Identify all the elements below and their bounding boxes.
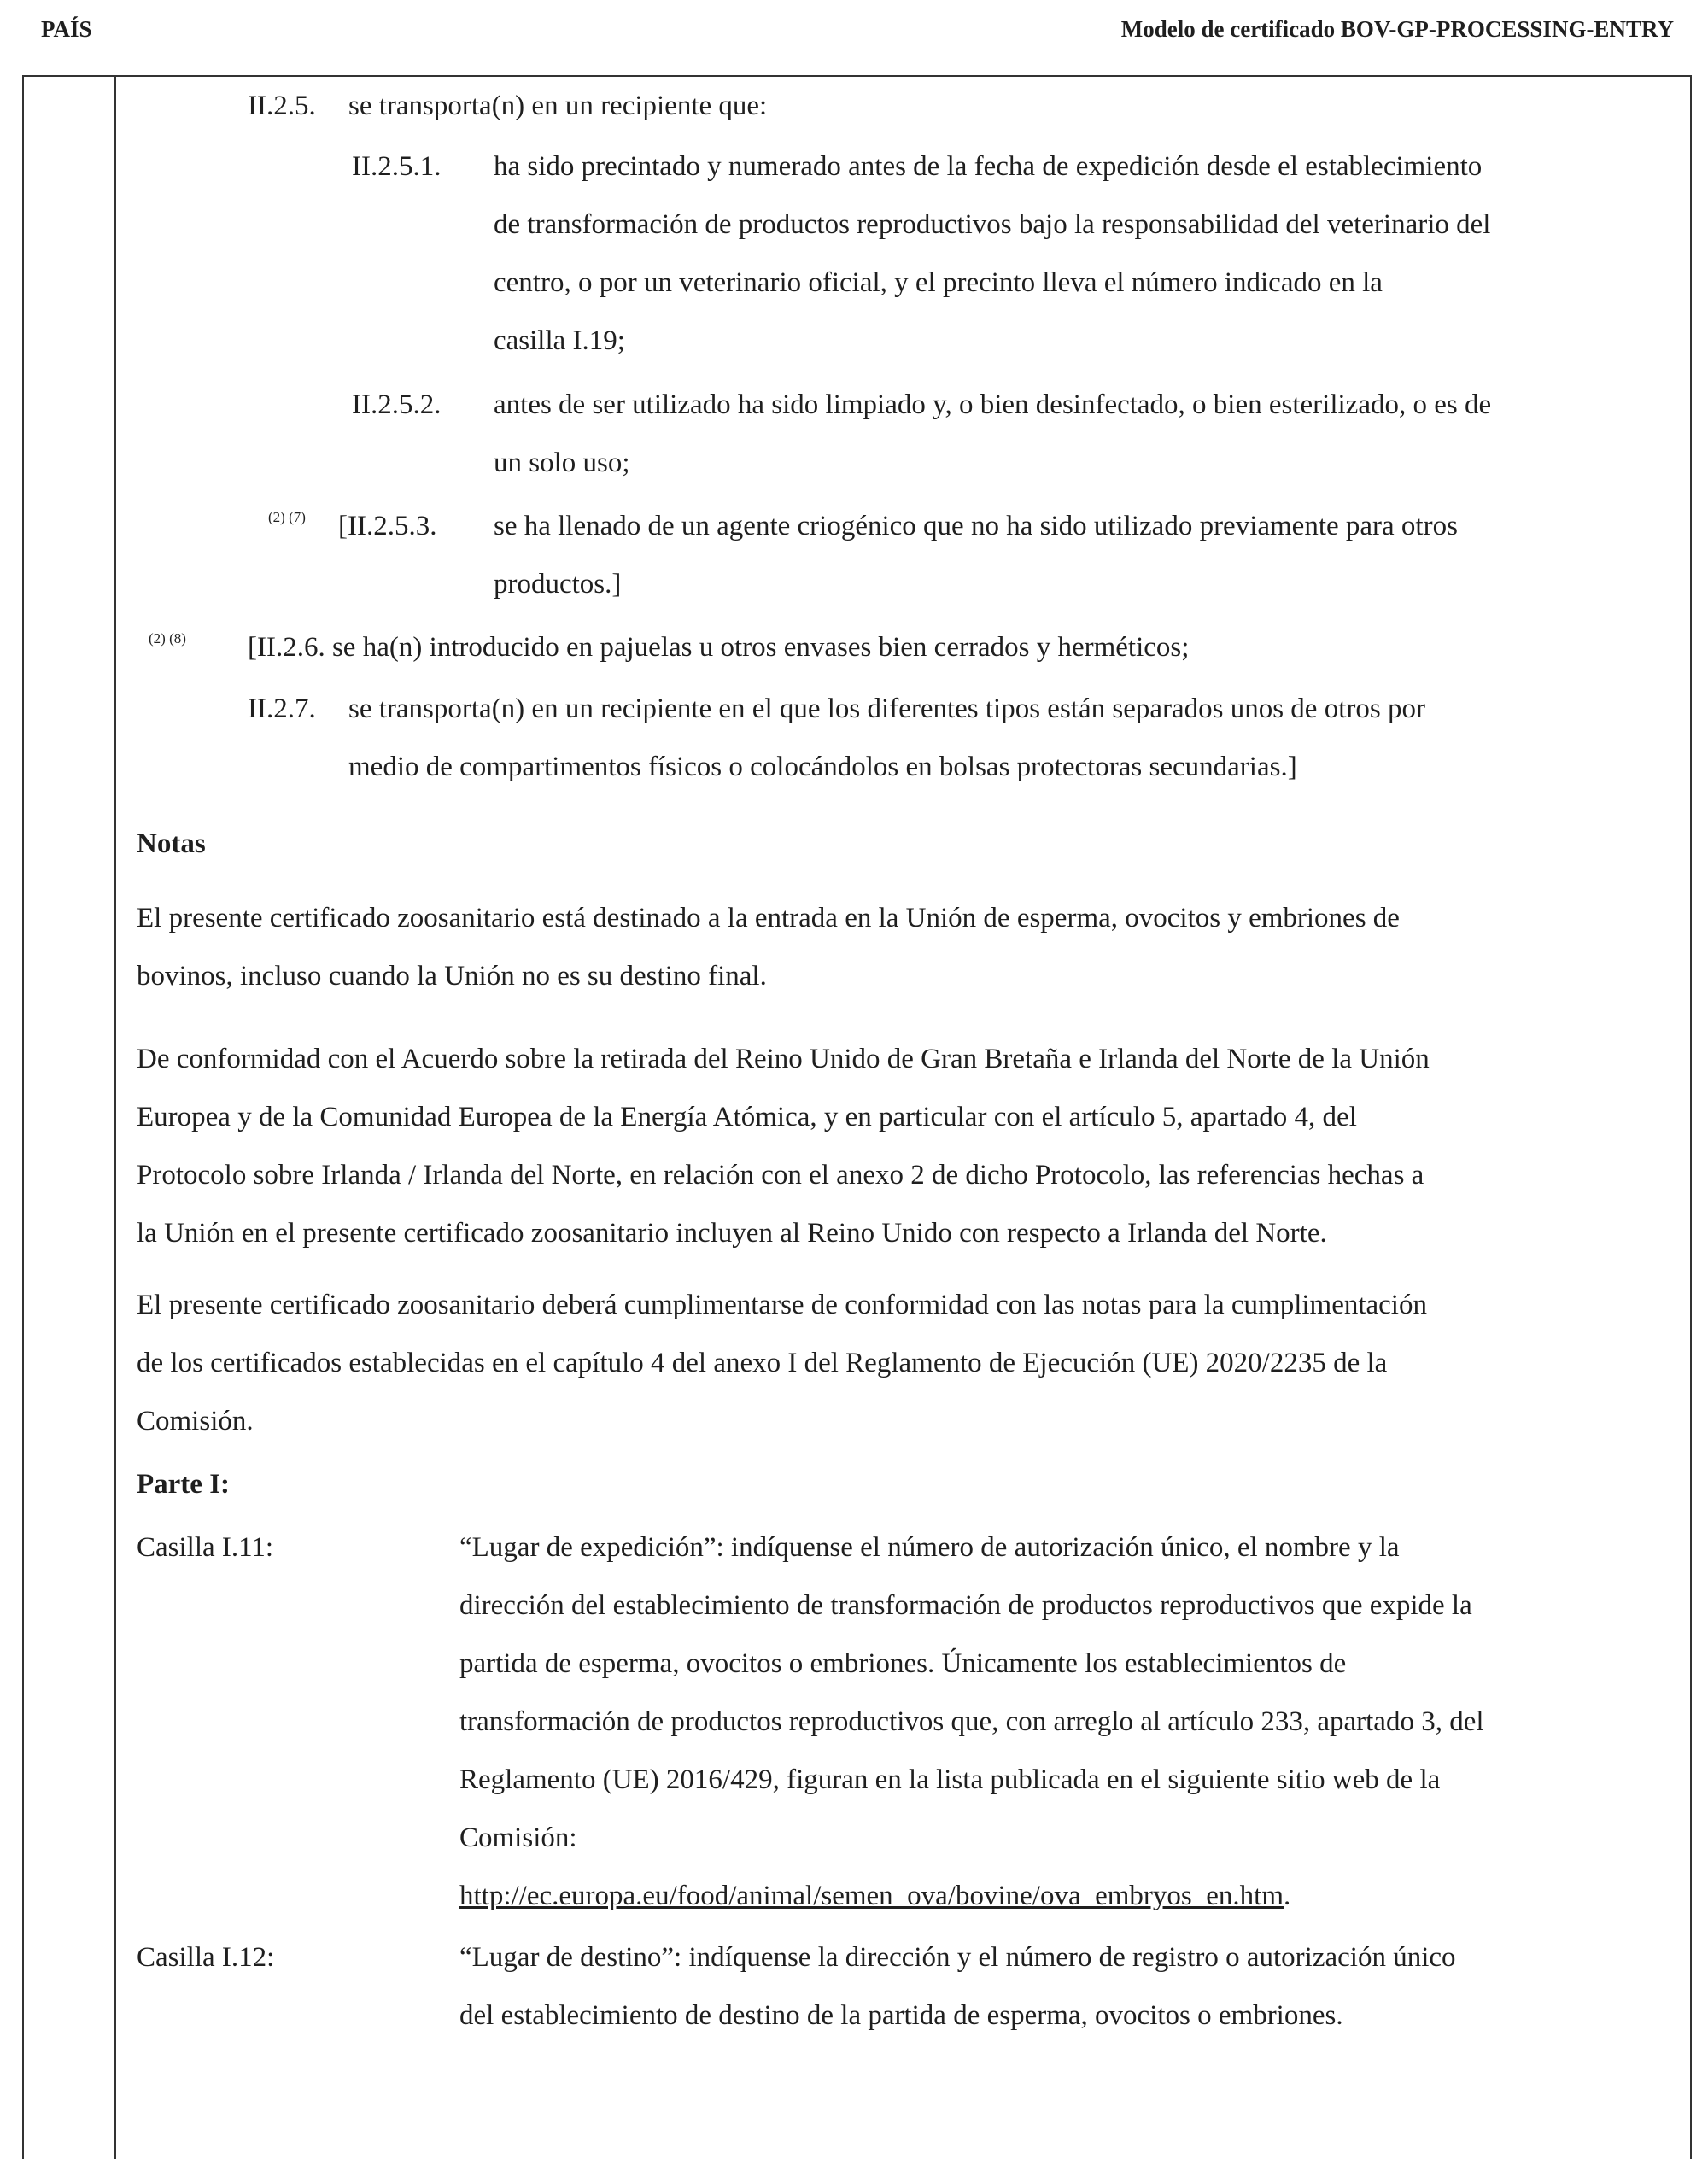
notes-paragraph-line: bovinos, incluso cuando la Unión no es su destino final.	[137, 961, 767, 992]
footnote-ref-2-8: (2) (8)	[149, 630, 186, 647]
notes-paragraph-line: Protocolo sobre Irlanda / Irlanda del Norte, en relación con el anexo 2 de dicho Protocolo, las referencias hechas a	[137, 1160, 1424, 1191]
item-line: ha sido precintado y numerado antes de la fecha de expedición desde el establecimiento	[494, 151, 1483, 182]
item-text-ii-2-6: [II.2.6. se ha(n) introducido en pajuelas u otros envases bien cerrados y herméticos;	[248, 632, 1190, 663]
footnote-ref-2-7: (2) (7)	[268, 509, 306, 525]
item-number-ii-2-5-3: [II.2.5.3.	[338, 511, 437, 541]
item-line: se ha llenado de un agente criogénico que no ha sido utilizado previamente para otros	[494, 511, 1458, 541]
box-i-11-line: partida de esperma, ovocitos o embriones. Únicamente los establecimientos de	[459, 1648, 1347, 1679]
item-line: medio de compartimentos físicos o colocándolos en bolsas protectoras secundarias.]	[348, 752, 1297, 782]
notes-paragraph-line: Comisión.	[137, 1406, 254, 1436]
box-i-11-line: Comisión:	[459, 1823, 577, 1853]
box-i-11-line: dirección del establecimiento de transformación de productos reproductivos que expide la	[459, 1590, 1472, 1621]
item-text-ii-2-5: se transporta(n) en un recipiente que:	[348, 91, 768, 121]
item-number-ii-2-5-2: II.2.5.2.	[352, 389, 442, 420]
box-i-11-label: Casilla I.11:	[137, 1532, 274, 1563]
notes-heading: Notas	[137, 828, 206, 859]
notes-paragraph-line: Europea y de la Comunidad Europea de la Energía Atómica, y en particular con el artículo 5, apartado 4, del	[137, 1102, 1357, 1132]
link-suffix: .	[1284, 1881, 1291, 1911]
item-number-ii-2-7: II.2.7.	[248, 693, 316, 724]
header-country: PAÍS	[41, 16, 92, 42]
item-line: antes de ser utilizado ha sido limpiado y, o bien desinfectado, o bien esterilizado, o es de	[494, 389, 1492, 420]
item-line: casilla I.19;	[494, 325, 625, 356]
part-i-heading: Parte I:	[137, 1469, 231, 1500]
header-certificate-model: Modelo de certificado BOV-GP-PROCESSING-ENTRY	[1120, 16, 1674, 42]
item-line: productos.]	[494, 569, 622, 600]
item-line: se transporta(n) en un recipiente en el que los diferentes tipos están separados unos de otros por	[348, 693, 1425, 724]
item-number-ii-2-5: II.2.5.	[248, 91, 316, 121]
box-i-12-label: Casilla I.12:	[137, 1942, 275, 1973]
item-line: centro, o por un veterinario oficial, y el precinto lleva el número indicado en la	[494, 267, 1383, 298]
notes-paragraph-line: De conformidad con el Acuerdo sobre la retirada del Reino Unido de Gran Bretaña e Irlanda del Norte de la Unión	[137, 1044, 1430, 1074]
box-i-11-line: Reglamento (UE) 2016/429, figuran en la lista publicada en el siguiente sitio web de la	[459, 1764, 1441, 1795]
box-i-12-line: del establecimiento de destino de la partida de esperma, ovocitos o embriones.	[459, 2000, 1343, 2031]
commission-website-link[interactable]: http://ec.europa.eu/food/animal/semen_ova/bovine/ova_embryos_en.htm	[459, 1881, 1284, 1911]
item-line: un solo uso;	[494, 448, 630, 478]
box-i-11-line: transformación de productos reproductivos que, con arreglo al artículo 233, apartado 3, del	[459, 1706, 1484, 1737]
item-line: de transformación de productos reproductivos bajo la responsabilidad del veterinario del	[494, 209, 1491, 240]
notes-paragraph-line: El presente certificado zoosanitario está destinado a la entrada en la Unión de esperma, ovocitos y embriones de	[137, 903, 1400, 933]
margin-divider	[114, 75, 116, 2159]
notes-paragraph-line: de los certificados establecidas en el capítulo 4 del anexo I del Reglamento de Ejecución (UE) 2020/2235 de la	[137, 1348, 1388, 1378]
notes-paragraph-line: El presente certificado zoosanitario deberá cumplimentarse de conformidad con las notas para la cumplimentación	[137, 1290, 1427, 1320]
item-number-ii-2-5-1: II.2.5.1.	[352, 151, 442, 182]
notes-paragraph-line: la Unión en el presente certificado zoosanitario incluyen al Reino Unido con respecto a Irlanda del Norte.	[137, 1218, 1327, 1249]
box-i-11-link-line	[459, 1879, 1290, 1913]
box-i-11-line: “Lugar de expedición”: indíquense el número de autorización único, el nombre y la	[459, 1532, 1400, 1563]
box-i-12-line: “Lugar de destino”: indíquense la dirección y el número de registro o autorización único	[459, 1942, 1456, 1973]
